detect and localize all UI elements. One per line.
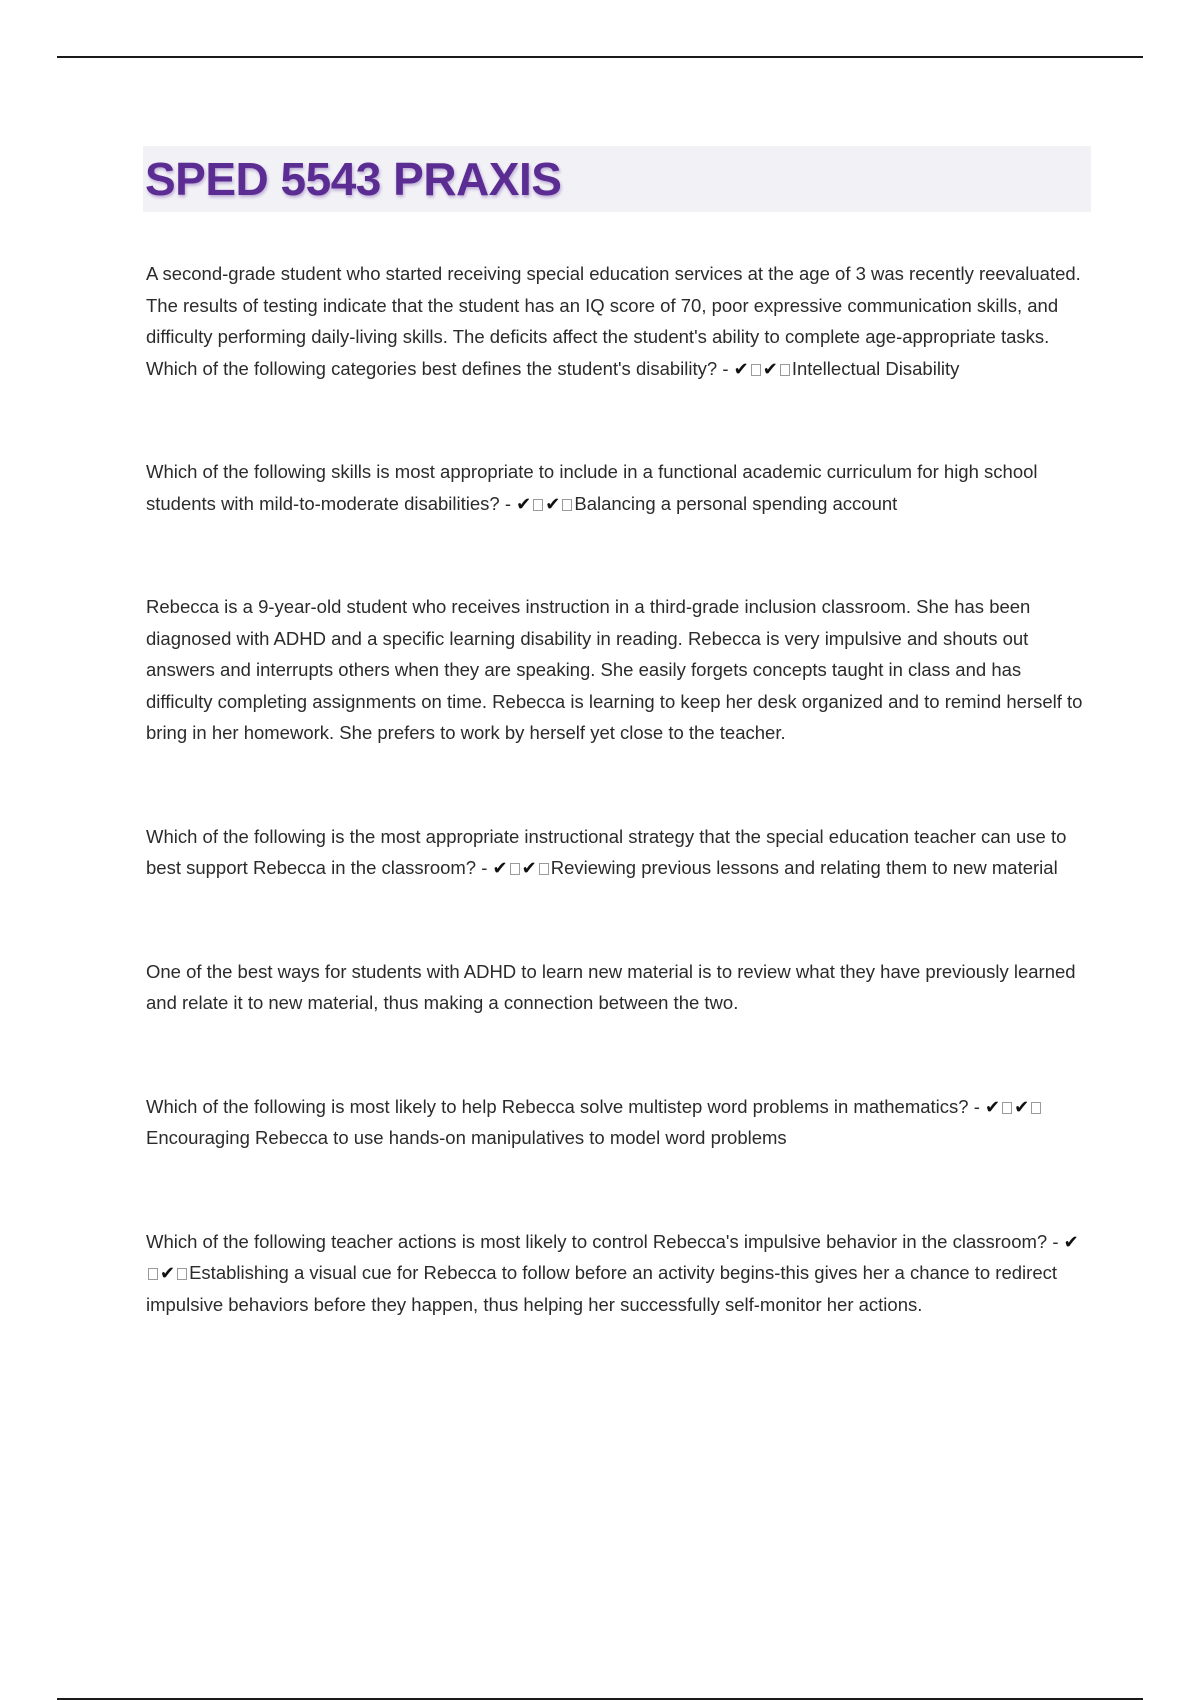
- answer-text: Balancing a personal spending account: [574, 492, 898, 514]
- answer-text: Reviewing previous lessons and relating them to new material: [550, 857, 1058, 878]
- question-text: Which of the following skills is most appropriate to include in a functional academic curriculum for high school students with mild-to-moderate disabilities?: [146, 461, 1038, 514]
- check-icon: ✔: [1063, 1231, 1079, 1253]
- qa-item-2: [146, 456, 1086, 519]
- qa-item-3: [146, 821, 1086, 884]
- box-icon: [780, 364, 790, 376]
- check-icon: ✔: [1014, 1096, 1030, 1118]
- check-icon: ✔: [733, 358, 749, 380]
- check-icon: ✔: [762, 358, 778, 380]
- box-icon: [510, 863, 520, 875]
- box-icon: [1031, 1102, 1041, 1114]
- explanation-text: One of the best ways for students with ADHD to learn new material is to review what they have previously learned and relate it to new material, thus making a connection between the two.: [146, 960, 1076, 1013]
- title-band: [143, 146, 1091, 212]
- check-icon: ✔: [160, 1263, 176, 1284]
- question-text: Which of the following is most likely to help Rebecca solve multistep word problems in mathematics?: [146, 1095, 969, 1117]
- qa-item-5: [146, 1226, 1086, 1321]
- scenario-paragraph: [146, 591, 1086, 749]
- answer-separator: -: [476, 857, 493, 878]
- box-icon: [1002, 1102, 1012, 1114]
- check-icon: ✔: [516, 493, 532, 515]
- question-text: A second-grade student who started receiving special education services at the age of 3 was recently reevaluated. The results of testing indicate that the student has an IQ score of 70, poor expressive communication skills, and difficulty performing daily-living skills. The deficits affect the student's ability to complete age-appropriate tasks. Which of the following categories best defines the student's disability?: [146, 263, 1081, 379]
- document-body: [146, 258, 1086, 1320]
- answer-text: Intellectual Disability: [791, 357, 960, 379]
- explanation-paragraph: [146, 956, 1086, 1019]
- box-icon: [562, 499, 572, 511]
- check-icon: ✔: [521, 858, 537, 879]
- answer-text: Establishing a visual cue for Rebecca to follow before an activity begins-this gives her a chance to redirect impulsive behaviors before they happen, thus helping her successfully self-monitor her actions.: [146, 1262, 1057, 1315]
- answer-text: Encouraging Rebecca to use hands-on manipulatives to model word problems: [146, 1127, 787, 1148]
- qa-item-1: [146, 258, 1086, 384]
- question-text: Which of the following is the most appropriate instructional strategy that the special education teacher can use to best support Rebecca in the classroom?: [146, 825, 1067, 878]
- box-icon: [533, 499, 543, 511]
- question-text: Which of the following teacher actions is most likely to control Rebecca's impulsive behavior in the classroom?: [146, 1230, 1048, 1252]
- qa-item-4: [146, 1091, 1086, 1154]
- answer-separator: -: [717, 357, 734, 379]
- box-icon: [751, 364, 761, 376]
- box-icon: [539, 863, 549, 875]
- header-rule: [57, 56, 1143, 58]
- answer-separator: -: [968, 1095, 986, 1117]
- box-icon: [148, 1268, 158, 1280]
- document-title: SPED 5543 PRAXIS: [145, 153, 562, 205]
- check-icon: ✔: [545, 493, 561, 515]
- answer-separator: -: [499, 492, 517, 514]
- check-icon: ✔: [492, 858, 508, 879]
- check-icon: ✔: [985, 1096, 1001, 1118]
- box-icon: [177, 1268, 187, 1280]
- scenario-text: Rebecca is a 9-year-old student who receives instruction in a third-grade inclusion classroom. She has been diagnosed with ADHD and a specific learning disability in reading. Rebecca is very impulsive and shouts out answers and interrupts others when they are speaking. She easily forgets concepts taught in class and has difficulty completing assignments on time. Rebecca is learning to keep her desk organized and to remind herself to bring in her homework. She prefers to work by herself yet close to the teacher.: [146, 596, 1083, 743]
- answer-separator: -: [1047, 1230, 1064, 1252]
